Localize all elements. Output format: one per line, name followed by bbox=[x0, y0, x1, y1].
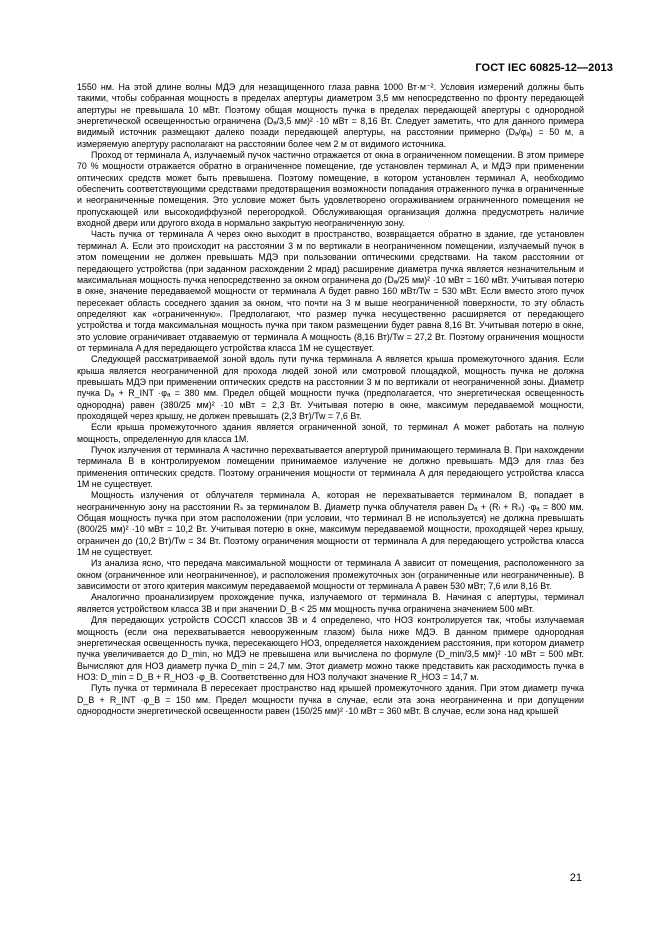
paragraph: Из анализа ясно, что передача максимальной мощности от терминала A зависит от помещения, расположенного за окном (ограниченное или неограниченное), и расположения промежуточных зон (ограниченные или неограниченные). В зависимости от этого критерия максимум передаваемой мощности от терминала A равен 530 мВт; 7,6 или 8,16 Вт. bbox=[77, 558, 584, 592]
paragraph: Часть пучка от терминала A через окно выходит в пространство, возвращается обратно в здание, где установлен терминал A. Если это происходит на расстоянии 3 м по вертикали в неограниченном помещении, излучаемый пучок в этом помещении не должен превышать МДЭ при пользовании оптическими средствами. На таком расстоянии от передающего устройства (при заданном расхождении 2 мрад) расширение диаметра пучка является незначительным и максимальная мощность пучка непосредственно за окном ограничена до (Dₐ/25 мм)² ·10 мВт = 160 мВт. Учитывая потерю в окне, значение передаваемой мощности от терминала A будет равно 160 мВт/Tw = 530 мВт. Если вместо этого пучок пересекает область соседнего здания за окном, что почти на 3 м выше неограниченной поверхности, то эту область определяют как «ограниченную». Предполагают, что размер пучка несущественно расширяется от передающего устройства и тогда максимальная мощность пучка при таком размещении будет равна 8,16 Вт. Учитывая потерю в окне, это условие ограничивает отдаваемую от терминала A мощность (8,16 Вт)/Tw = 27,2 Вт. Поэтому ограничения мощности от терминала A для передающего устройства класса 1М не существует. bbox=[77, 229, 584, 353]
paragraph: Для передающих устройств СОССП классов 3В и 4 определено, что НОЗ контролируется так, чтобы излучаемая мощность (если она перехватывается невооруженным глазом) была ниже МДЭ. В данном примере однородная энергетическая освещенность пучка, пересекающего НОЗ, определяется нахождением расстояния, при котором диаметр пучка увеличивается до D_min, но МДЭ не превышена или вычислена по формуле (D_min/3,5 мм)² ·10 мВт = 500 мВт. Вычисляют для НОЗ диаметр пучка D_min = 24,7 мм. Этот диаметр можно также представить как расходимость пучка в НОЗ: D_min = D_B + R_НОЗ ·φ_B. Соответственно для НОЗ получают значение R_НОЗ = 14,7 м. bbox=[77, 615, 584, 682]
document-header: ГОСТ IEC 60825-12—2013 bbox=[475, 62, 613, 74]
page-number: 21 bbox=[569, 872, 582, 884]
paragraph: Пучок излучения от терминала A частично перехватывается апертурой принимающего терминала B. При нахождении терминала B в контролируемом помещении принимаемое излучение не должно превышать МДЭ для глаз без применения оптических средств. Поэтому ограничения мощности от терминала A для передающего устройства класса 1М не существует. bbox=[77, 445, 584, 490]
body-text bbox=[77, 82, 584, 717]
paragraph: Мощность излучения от облучателя терминала A, которая не перехватывается терминалом B, попадает в неограниченную зону на расстоянии Rₛ за терминалом B. Диаметр пучка облучателя равен Dₐ + (Rₗ + Rₛ) ·φₐ = 800 мм. Общая мощность пучка при этом расположении (при условии, что терминал B не используется) не должна превышать (800/25 мм)² ·10 мВт = 10,2 Вт. Учитывая потерю в окне, максимум передаваемой мощности, проходящей через крышу, ограничен до (10,2 Вт)/Tw = 34 Вт. Поэтому ограничения мощности от терминала A для передающего устройства класса 1М не существует. bbox=[77, 490, 584, 558]
paragraph: Аналогично проанализируем прохождение пучка, излучаемого от терминала B. Начиная с апертуры, терминал является устройством класса 3В и при значении D_B < 25 мм мощность пучка ограничена значением 500 мВт. bbox=[77, 592, 584, 614]
paragraph: Путь пучка от терминала B пересекает пространство над крышей промежуточного здания. При этом диаметр пучка D_B + R_INT ·φ_B = 150 мм. Предел мощности пучка в случае, если эта зона неограниченна и при допущении однородности энергетической освещенности равен (150/25 мм)² ·10 мВт = 360 мВт. В случае, если зона над крышей bbox=[77, 683, 584, 716]
paragraph: Проход от терминала A, излучаемый пучок частично отражается от окна в ограниченном помещении. В этом примере 70 % мощности отражается обратно в ограниченное помещение, где установлен терминал A, и МДЭ при применении оптических средств может быть превышена. Поэтому помещение, в котором установлен терминал A, необходимо обеспечить соответствующими средствами предотвращения возможности попадания отраженного пучка в ограниченные и неограниченные помещения. Это условие может быть удовлетворено огораживанием ограниченного помещения не пропускающей или высокодиффузной перегородкой. Обслуживающая организация должна предусмотреть наличие входной двери или другого входа в нормально закрытую неограниченную зону. bbox=[77, 150, 584, 229]
paragraph: Следующей рассматриваемой зоной вдоль пути пучка терминала A является крыша промежуточного здания. Если крыша является неограниченной для прохода людей зоной или смотровой площадкой, мощность пучка не должна превышать МДЭ при применении оптических средств на расстоянии 3 м по вертикали от неограниченной зоны. Диаметр пучка Dₐ + R_INT ·φₐ = 380 мм. Предел общей мощности пучка (предполагается, что энергетическая освещенность однородна) равен (380/25 мм)² ·10 мВт = 2,3 Вт. Учитывая потерю в окне, максимум передаваемой мощности, проходящей через крышу, не должен превышать (2,3 Вт)/Tw = 7,6 Вт. bbox=[77, 354, 584, 421]
paragraph: Если крыша промежуточного здания является ограниченной зоной, то терминал A может работать на полную мощность, определенную для класса 1М. bbox=[77, 422, 584, 444]
paragraph: 1550 нм. На этой длине волны МДЭ для незащищенного глаза равна 1000 Вт·м⁻². Условия измерений должны быть такими, чтобы собранная мощность в пределах апертуры диаметром 3,5 мм непосредственно по фронту передающей апертуры не превышала 10 мВт. Поэтому общая мощность пучка в пределах передающей апертуры с однородной энергетической освещенностью ограничена (Dₐ/3,5 мм)² ·10 мВт = 8,16 Вт. Следует заметить, что для данного примера видимый источник размещают далеко позади передающей апертуры, на расстоянии примерно (Dₐ/φₐ) = 50 м, а измеряемую апертуру располагают на расстоянии более чем 2 м от видимого источника. bbox=[77, 82, 584, 149]
